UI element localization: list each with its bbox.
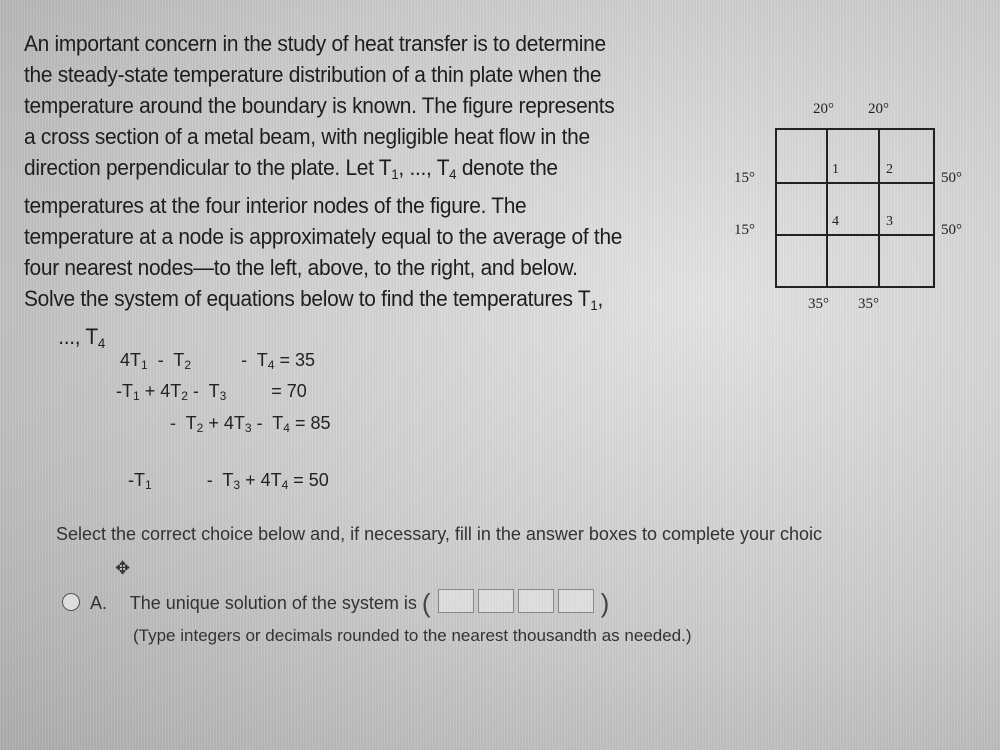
boundary-temp-top-left: 20° [813, 101, 834, 117]
problem-line: four nearest nodes—to the left, above, to the right, and below. [24, 255, 578, 280]
choice-a-radio[interactable] [62, 593, 80, 611]
boundary-temp-bottom-left: 35° [808, 296, 829, 312]
boundary-temp-bottom-right: 35° [858, 296, 879, 312]
node-label-1: 1 [832, 162, 839, 177]
boundary-temp-right-bottom: 50° [941, 222, 962, 238]
boundary-temp-left-top: 15° [734, 170, 755, 186]
problem-statement [24, 28, 689, 359]
close-paren: ) [600, 588, 610, 618]
equation-1: $4T_1 - T_2$ - $T_4 = 35$ [120, 350, 315, 372]
problem-line: Solve the system of equations below to find the temperatures $T_1$, [24, 286, 603, 313]
problem-line: temperatures at the four interior nodes of the figure. The [24, 193, 527, 218]
choice-a-letter: A. [90, 593, 108, 613]
boundary-temp-top-right: 20° [868, 101, 889, 117]
equation-2: $-T_1 + 4T_2 - T_3$ = 70 [116, 381, 307, 403]
node-label-4: 4 [832, 214, 839, 229]
open-paren: ( [421, 588, 431, 618]
answer-box-t2[interactable] [478, 589, 514, 613]
boundary-temp-left-bottom: 15° [734, 222, 755, 238]
answer-box-t4[interactable] [558, 589, 594, 613]
equation-4: $-T_1$ - $T_3 + 4T_4 = 50$ [128, 470, 329, 492]
problem-line: the steady-state temperature distribution of a thin plate when the [24, 62, 602, 87]
grid-line [878, 130, 880, 286]
node-label-2: 2 [886, 162, 893, 177]
select-instruction: Select the correct choice below and, if necessary, fill in the answer boxes to complete your choic [56, 524, 823, 544]
problem-line: ..., $T_4$ [58, 324, 106, 351]
problem-line: temperature around the boundary is known. The figure represents [24, 93, 615, 118]
grid-line [777, 182, 933, 184]
temperature-grid-figure [775, 128, 935, 288]
answer-box-t1[interactable] [438, 589, 474, 613]
grid-line [777, 234, 933, 236]
equation-3: - $T_2 + 4T_3 - T_4 = 85$ [170, 413, 331, 435]
problem-line: An important concern in the study of heat transfer is to determine [24, 31, 606, 56]
answer-box-t3[interactable] [518, 589, 554, 613]
choice-a-hint: (Type integers or decimals rounded to the nearest thousandth as needed.) [133, 626, 692, 645]
choice-a[interactable] [62, 588, 609, 619]
problem-line: a cross section of a metal beam, with negligible heat flow in the [24, 124, 590, 149]
problem-line: direction perpendicular to the plate. Let $T_1$, ..., $T_4$ denote the [24, 155, 558, 182]
problem-line: temperature at a node is approximately equal to the average of the [24, 224, 623, 249]
grid-line [826, 130, 828, 286]
mouse-cursor-icon: ✥ [115, 558, 131, 578]
node-label-3: 3 [886, 214, 893, 229]
boundary-temp-right-top: 50° [941, 170, 962, 186]
choice-a-text: The unique solution of the system is [129, 593, 417, 613]
